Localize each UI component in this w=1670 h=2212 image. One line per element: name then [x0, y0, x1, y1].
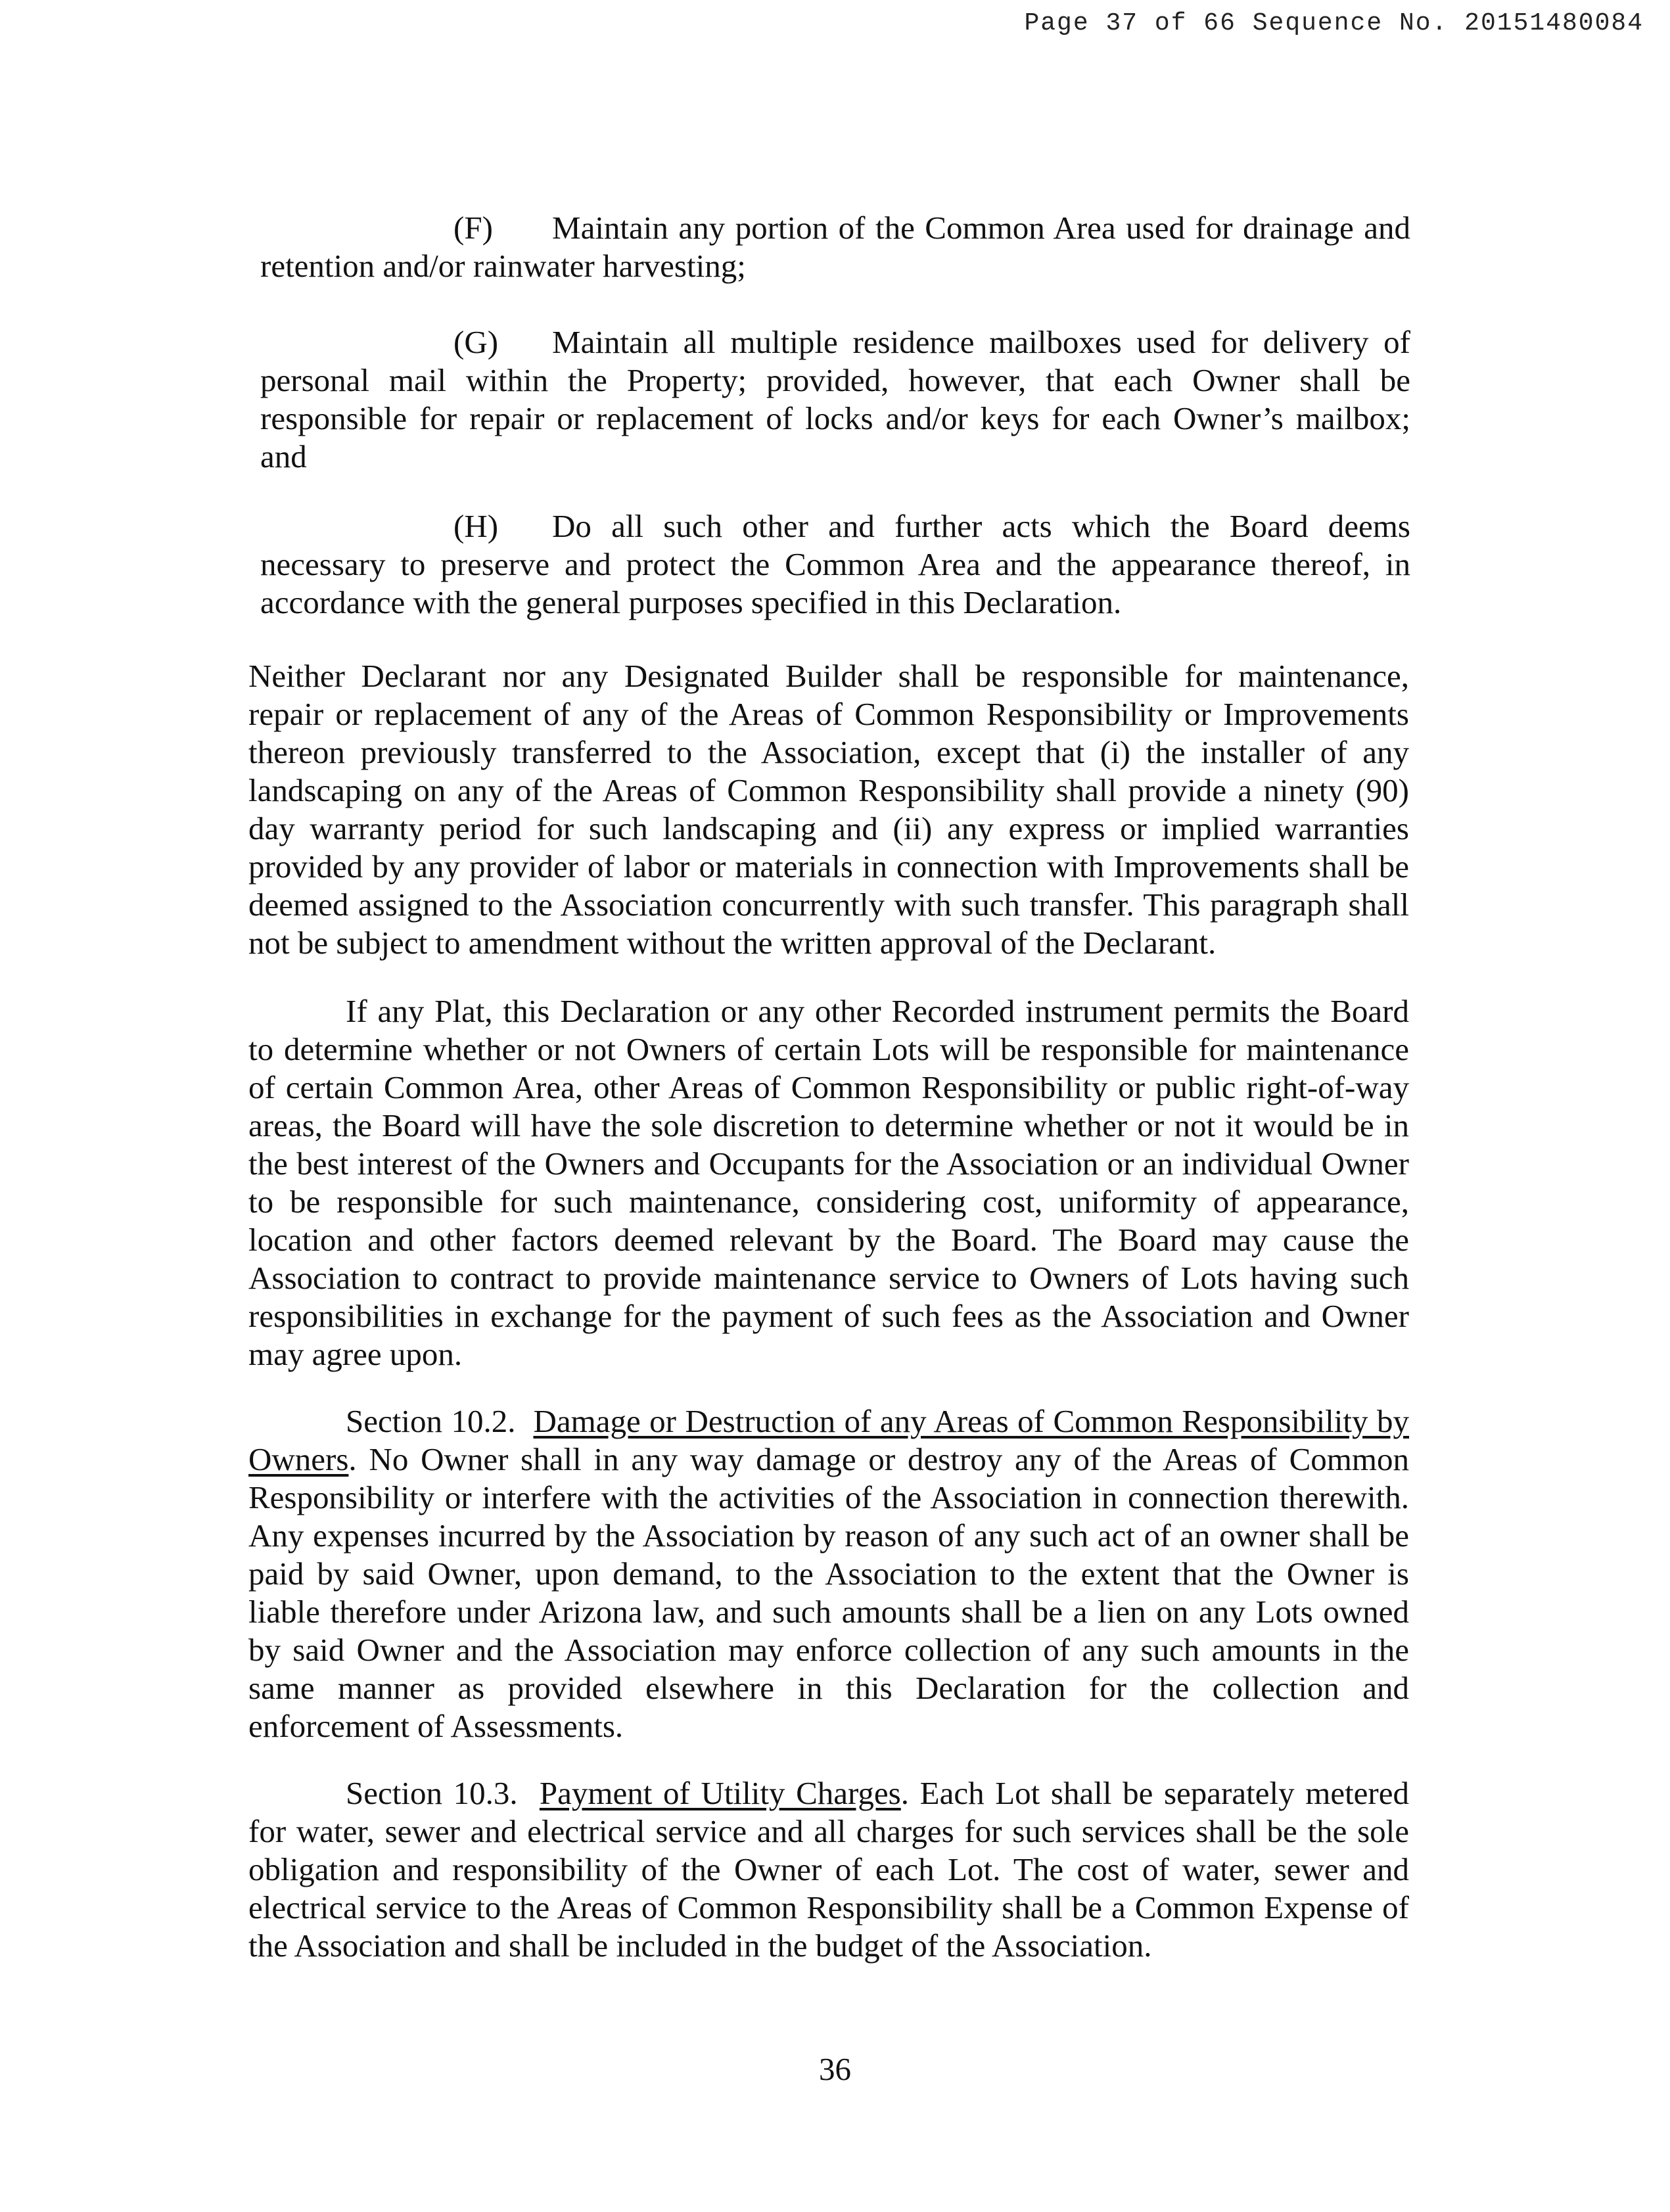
- subitem-marker: (F): [453, 210, 493, 246]
- section-text: . Each Lot shall be separately metered for water, sewer and electrical service and all charges for such services shall be the sole obligation and responsibility of the Owner of each Lot. The cost of water, sewer and electrical service to the Areas of Common Responsibility shall be a Common Expense of the Association and shall be included in the budget of the Association.: [248, 1775, 1409, 1964]
- section-10-2: [248, 1402, 1409, 1745]
- subitem-text: Maintain any portion of the Common Area used for drainage and retention and/or rainwater harvesting;: [260, 210, 1410, 284]
- subitem-text: Maintain all multiple residence mailboxes used for delivery of personal mail within the Property; provided, however, that each Owner shall be responsible for repair or replacement of locks and/or keys for each Owner’s mailbox; and: [260, 324, 1410, 474]
- section-number: Section 10.2.: [346, 1403, 516, 1439]
- subitem-text: Do all such other and further acts which the Board deems necessary to preserve and protect the Common Area and the appearance thereof, in accordance with the general purposes specified in this Declaration.: [260, 508, 1410, 620]
- subitem-marker: (G): [453, 324, 499, 360]
- section-10-3: [248, 1774, 1409, 1965]
- subitem-f: [260, 209, 1410, 285]
- section-heading: Payment of Utility Charges: [539, 1775, 901, 1811]
- section-number: Section 10.3.: [346, 1775, 518, 1811]
- page-number: 36: [819, 2051, 851, 2087]
- subitem-marker: (H): [453, 508, 499, 544]
- subitem-g: [260, 323, 1410, 476]
- recording-header: Page 37 of 66 Sequence No. 20151480084: [1024, 9, 1644, 37]
- declarant-paragraph: Neither Declarant nor any Designated Builder shall be responsible for maintenance, repair or replacement of any of the Areas of Common Responsibility or Improvements thereon previously transferred to the Association, except that (i) the installer of any landscaping on any of the Areas of Common Responsibility shall provide a ninety (90) day warranty period for such landscaping and (ii) any express or implied warranties provided by any provider of labor or materials in connection with Improvements shall be deemed assigned to the Association concurrently with such transfer. This paragraph shall not be subject to amendment without the written approval of the Declarant.: [248, 658, 1409, 961]
- subitem-h: [260, 507, 1410, 622]
- section-heading: Damage or Destruction of any Areas of Common Responsibility by Owners: [248, 1403, 1410, 1477]
- section-text: . No Owner shall in any way damage or destroy any of the Areas of Common Responsibility or interfere with the activities of the Association in connection therewith. Any expenses incurred by the Association by reason of any such act of an owner shall be paid by said Owner, upon demand, to the Association to the extent that the Owner is liable therefore under Arizona law, and such amounts shall be a lien on any Lots owned by said Owner and the Association may enforce collection of any such amounts in the same manner as provided elsewhere in this Declaration for the collection and enforcement of Assessments.: [248, 1441, 1409, 1744]
- plat-paragraph: If any Plat, this Declaration or any other Recorded instrument permits the Board to determine whether or not Owners of certain Lots will be responsible for maintenance of certain Common Area, other Areas of Common Responsibility or public right-of-way areas, the Board will have the sole discretion to determine whether or not it would be in the best interest of the Owners and Occupants for the Association or an individual Owner to be responsible for such maintenance, considering cost, uniformity of appearance, location and other factors deemed relevant by the Board. The Board may cause the Association to contract to provide maintenance service to Owners of Lots having such responsibilities in exchange for the payment of such fees as the Association and Owner may agree upon.: [248, 993, 1409, 1372]
